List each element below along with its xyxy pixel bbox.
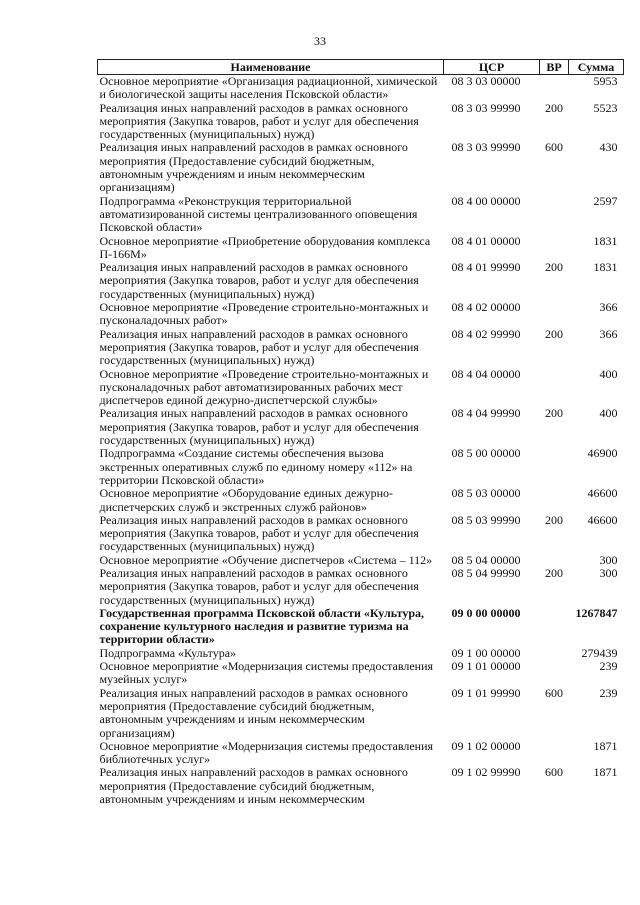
table-row (98, 567, 624, 607)
row-name-cell: Государственная программа Псковской области «Культура, сохранение культурного наследия и развитие туризма на территории области» (99, 605, 425, 647)
header-vr: ВР (540, 60, 569, 75)
table-row (98, 328, 624, 368)
row-sum-cell: 1871 (593, 738, 618, 753)
budget-table (97, 59, 624, 806)
table-row (98, 607, 624, 647)
row-sum-cell: 366 (599, 300, 618, 315)
row-name-cell: Основное мероприятие «Организация радиационной, химической и биологической защиты населения Псковской области» (99, 74, 438, 102)
row-sum-cell: 239 (599, 685, 618, 700)
row-sum-cell: 1831 (593, 260, 618, 275)
row-csr-cell: 08 4 04 99990 (451, 406, 521, 421)
row-vr-cell: 200 (545, 100, 563, 115)
row-name-cell: Основное мероприятие «Модернизация системы предоставления библиотечных услуг» (99, 738, 434, 767)
table-body (98, 75, 624, 807)
row-sum-cell: 5953 (593, 74, 618, 88)
row-vr-cell: 600 (545, 765, 563, 780)
row-csr-cell: 09 0 00 00000 (451, 605, 521, 620)
table-row (98, 102, 624, 142)
header-sum: Сумма (569, 60, 624, 75)
row-vr-cell (540, 195, 569, 235)
row-sum-cell: 1831 (593, 233, 618, 248)
row-name-cell: Основное мероприятие «Модернизация системы предоставления музейных услуг» (99, 659, 434, 687)
row-name-cell: Подпрограмма «Создание системы обеспечения вызова экстренных оперативных служб по единому номеру «112» на территории Псковской области» (99, 446, 413, 487)
row-name-cell: Реализация иных направлений расходов в рамках основного мероприятия (Закупка товаров, работ и услуг для обеспечения государственных (муниципальных) нужд) (99, 512, 419, 554)
row-vr-cell: 200 (545, 512, 563, 527)
table-row (98, 740, 624, 767)
row-name-cell: Подпрограмма «Культура» (99, 645, 237, 660)
row-sum-cell: 300 (599, 565, 618, 580)
row-name-cell: Основное мероприятие «Оборудование единых дежурно-диспетчерских служб и экстренных служб районов» (99, 486, 394, 514)
row-vr-cell (540, 647, 569, 660)
row-name-cell: Основное мероприятие «Проведение строительно-монтажных и пусконаладочных работ автоматизированных рабочих мест диспетчеров единой дежурно-диспетчерской службы» (99, 366, 429, 408)
table-row (98, 261, 624, 301)
row-name-cell: Реализация иных направлений расходов в рамках основного мероприятия (Закупка товаров, работ и услуг для обеспечения государственных (муниципальных) нужд) (99, 406, 419, 448)
row-csr-cell: 08 4 02 00000 (451, 300, 521, 315)
table-row (98, 195, 624, 235)
row-sum-cell: 1871 (593, 765, 618, 780)
row-csr-cell: 08 4 04 00000 (451, 366, 521, 381)
row-vr-cell (540, 368, 569, 408)
table-row (98, 647, 624, 660)
row-sum-cell: 46600 (587, 486, 618, 501)
row-csr-cell: 09 1 01 00000 (451, 659, 521, 674)
row-csr-cell: 08 4 00 00000 (451, 193, 521, 208)
row-vr-cell: 200 (545, 406, 563, 421)
row-name-cell: Реализация иных направлений расходов в рамках основного мероприятия (Предоставление субсидий бюджетным, автономным учреждениям и иным некоммерческим организациям) (99, 140, 408, 195)
table-row (98, 141, 624, 194)
table-row (98, 75, 624, 102)
table-row (98, 301, 624, 328)
header-name: Наименование (98, 60, 444, 75)
row-csr-cell: 08 4 01 99990 (451, 260, 521, 275)
row-vr-cell (540, 487, 569, 514)
row-vr-cell: 200 (545, 260, 563, 275)
row-sum-cell: 1267847 (575, 605, 618, 620)
row-csr-cell: 09 1 02 99990 (451, 765, 521, 780)
row-name-cell: Реализация иных направлений расходов в рамках основного мероприятия (Закупка товаров, работ и услуг для обеспечения государственных (муниципальных) нужд) (99, 100, 419, 142)
page-number: 33 (314, 34, 326, 48)
row-vr-cell: 600 (545, 685, 563, 700)
row-csr-cell: 09 1 00 00000 (451, 645, 521, 660)
row-vr-cell (540, 75, 569, 102)
row-vr-cell: 600 (545, 140, 563, 155)
table-row (98, 554, 624, 567)
row-name-cell: Реализация иных направлений расходов в рамках основного мероприятия (Предоставление субсидий бюджетным, автономным учреждениям и иным некоммерческим (99, 765, 408, 807)
table-row (98, 235, 624, 262)
row-csr-cell: 08 4 02 99990 (451, 326, 521, 341)
row-sum-cell: 46600 (587, 512, 618, 527)
row-name-cell: Реализация иных направлений расходов в рамках основного мероприятия (Закупка товаров, работ и услуг для обеспечения государственных (муниципальных) нужд) (99, 565, 419, 607)
table-header-row (98, 60, 624, 75)
row-vr-cell (540, 554, 569, 567)
table-row (98, 447, 624, 487)
row-csr-cell: 08 3 03 99990 (451, 100, 521, 115)
row-vr-cell (540, 607, 569, 647)
row-sum-cell: 279439 (581, 645, 618, 660)
table-row (98, 514, 624, 554)
row-vr-cell: 200 (545, 565, 563, 580)
row-sum-cell: 400 (599, 406, 618, 421)
row-vr-cell (540, 235, 569, 262)
row-name-cell: Подпрограмма «Реконструкция территориальной автоматизированной системы централизованного оповещения Псковской области» (99, 193, 418, 235)
table-row (98, 687, 624, 740)
row-sum-cell: 2597 (593, 193, 618, 208)
row-vr-cell (540, 447, 569, 487)
row-csr-cell: 08 5 00 00000 (451, 446, 521, 461)
row-name-cell: Основное мероприятие «Обучение диспетчеров «Система – 112» (99, 552, 433, 567)
row-csr-cell: 09 1 02 00000 (451, 738, 521, 753)
row-name-cell: Реализация иных направлений расходов в рамках основного мероприятия (Закупка товаров, работ и услуг для обеспечения государственных (муниципальных) нужд) (99, 260, 419, 301)
table-row (98, 407, 624, 447)
table-row (98, 660, 624, 687)
table-row (98, 368, 624, 408)
row-vr-cell (540, 660, 569, 687)
table-row (98, 487, 624, 514)
row-sum-cell: 366 (599, 326, 618, 341)
row-name-cell: Реализация иных направлений расходов в рамках основного мероприятия (Предоставление субсидий бюджетным, автономным учреждениям и иным некоммерческим организациям) (99, 685, 408, 740)
row-sum-cell: 400 (599, 366, 618, 381)
table-row (98, 766, 624, 806)
header-csr: ЦСР (444, 60, 540, 75)
row-sum-cell: 239 (599, 659, 618, 674)
row-name-cell: Основное мероприятие «Приобретение оборудования комплекса П-166М» (99, 233, 431, 261)
row-sum-cell: 300 (599, 552, 618, 567)
row-csr-cell: 09 1 01 99990 (451, 685, 521, 700)
row-csr-cell: 08 5 04 00000 (451, 552, 521, 567)
row-vr-cell: 200 (545, 326, 563, 341)
row-csr-cell: 08 5 04 99990 (451, 565, 521, 580)
row-sum-cell: 430 (599, 140, 618, 155)
row-name-cell: Основное мероприятие «Проведение строительно-монтажных и пусконаладочных работ» (99, 300, 429, 328)
row-vr-cell (540, 301, 569, 328)
row-name-cell: Реализация иных направлений расходов в рамках основного мероприятия (Закупка товаров, работ и услуг для обеспечения государственных (муниципальных) нужд) (99, 326, 419, 368)
row-sum-cell: 5523 (593, 100, 618, 115)
row-csr-cell: 08 3 03 99990 (451, 140, 521, 155)
row-csr-cell: 08 3 03 00000 (451, 74, 521, 88)
row-csr-cell: 08 5 03 99990 (451, 512, 521, 527)
row-csr-cell: 08 5 03 00000 (451, 486, 521, 501)
row-sum-cell: 46900 (587, 446, 618, 461)
row-vr-cell (540, 740, 569, 767)
row-csr-cell: 08 4 01 00000 (451, 233, 521, 248)
